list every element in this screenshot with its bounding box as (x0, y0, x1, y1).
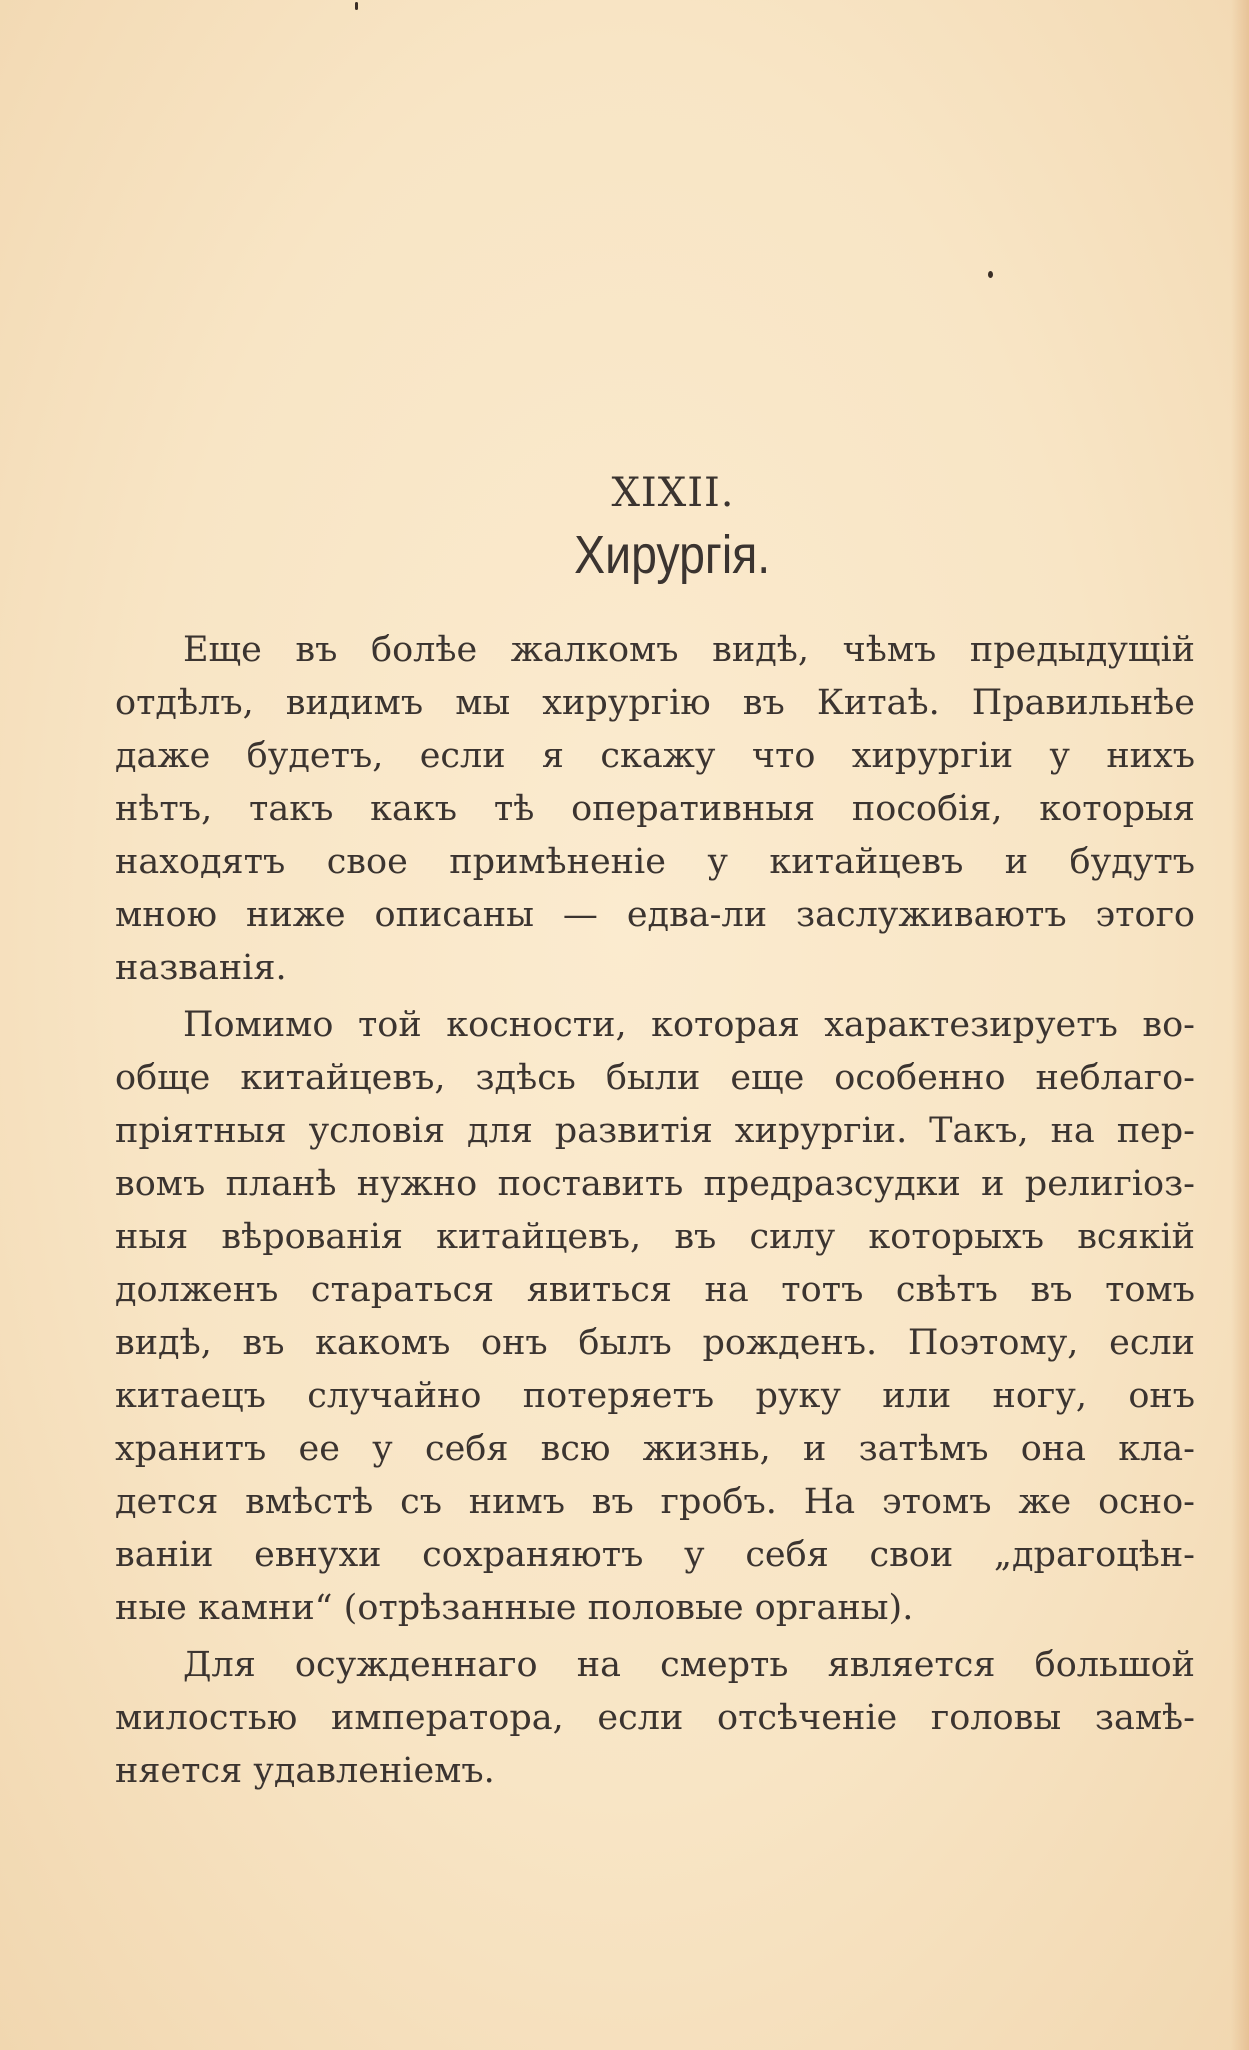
paragraph-line: Для осужденнаго на смерть является большой (183, 1645, 1195, 1685)
paragraph-line: ные камни“ (отрѣзанные половые органы). (115, 1588, 914, 1628)
chapter-number: XIXII. (611, 470, 735, 516)
paragraph-line: находятъ свое примѣненіе у китайцевъ и будутъ (115, 842, 1195, 882)
ink-speck (988, 271, 993, 278)
paragraph-line: видѣ, въ какомъ онъ былъ рожденъ. Поэтому, если (115, 1323, 1195, 1363)
paragraph-line: отдѣлъ, видимъ мы хирургію въ Китаѣ. Правильнѣе (115, 683, 1195, 723)
paragraph-line: милостью императора, если отсѣченіе головы замѣ- (115, 1698, 1195, 1738)
paragraph-2 (115, 999, 1195, 1635)
paragraph-line: китаецъ случайно потеряетъ руку или ногу, онъ (115, 1376, 1195, 1416)
paragraph-line: долженъ стараться явиться на тотъ свѣтъ въ томъ (115, 1270, 1195, 1310)
page-edge-shadow (1231, 0, 1249, 2050)
paragraph-line: хранитъ ее у себя всю жизнь, и затѣмъ она кла- (115, 1429, 1195, 1469)
paragraph-line: пріятныя условія для развитія хирургіи. Такъ, на пер- (115, 1111, 1195, 1151)
paragraph-line: мною ниже описаны — едва-ли заслуживаютъ этого (115, 895, 1195, 935)
paragraph-line: обще китайцевъ, здѣсь были еще особенно неблаго- (115, 1058, 1195, 1098)
ink-speck (355, 2, 358, 10)
text-block (115, 470, 1195, 1802)
paragraph-line: Помимо той косности, которая характезируетъ во- (183, 1005, 1195, 1045)
paragraph-line: няется удавленіемъ. (115, 1751, 495, 1791)
chapter-title: Хирургія. (574, 525, 771, 585)
paragraph-line: дется вмѣстѣ съ нимъ въ гробъ. На этомъ же осно- (115, 1482, 1195, 1522)
paragraph-line: вомъ планѣ нужно поставить предразсудки и религіоз- (115, 1164, 1195, 1204)
paragraph-line: названія. (115, 948, 287, 988)
paragraph-line: даже будетъ, если я скажу что хирургіи у нихъ (115, 736, 1195, 776)
paragraph-1 (115, 624, 1195, 995)
paragraph-line: ваніи евнухи сохраняютъ у себя свои „драгоцѣн- (115, 1535, 1195, 1575)
paragraph-line: Еще въ болѣе жалкомъ видѣ, чѣмъ предыдущій (183, 630, 1195, 670)
paragraph-3 (115, 1639, 1195, 1798)
paragraph-line: ныя вѣрованія китайцевъ, въ силу которыхъ всякій (115, 1217, 1195, 1257)
paragraph-line: нѣтъ, такъ какъ тѣ оперативныя пособія, которыя (115, 789, 1195, 829)
